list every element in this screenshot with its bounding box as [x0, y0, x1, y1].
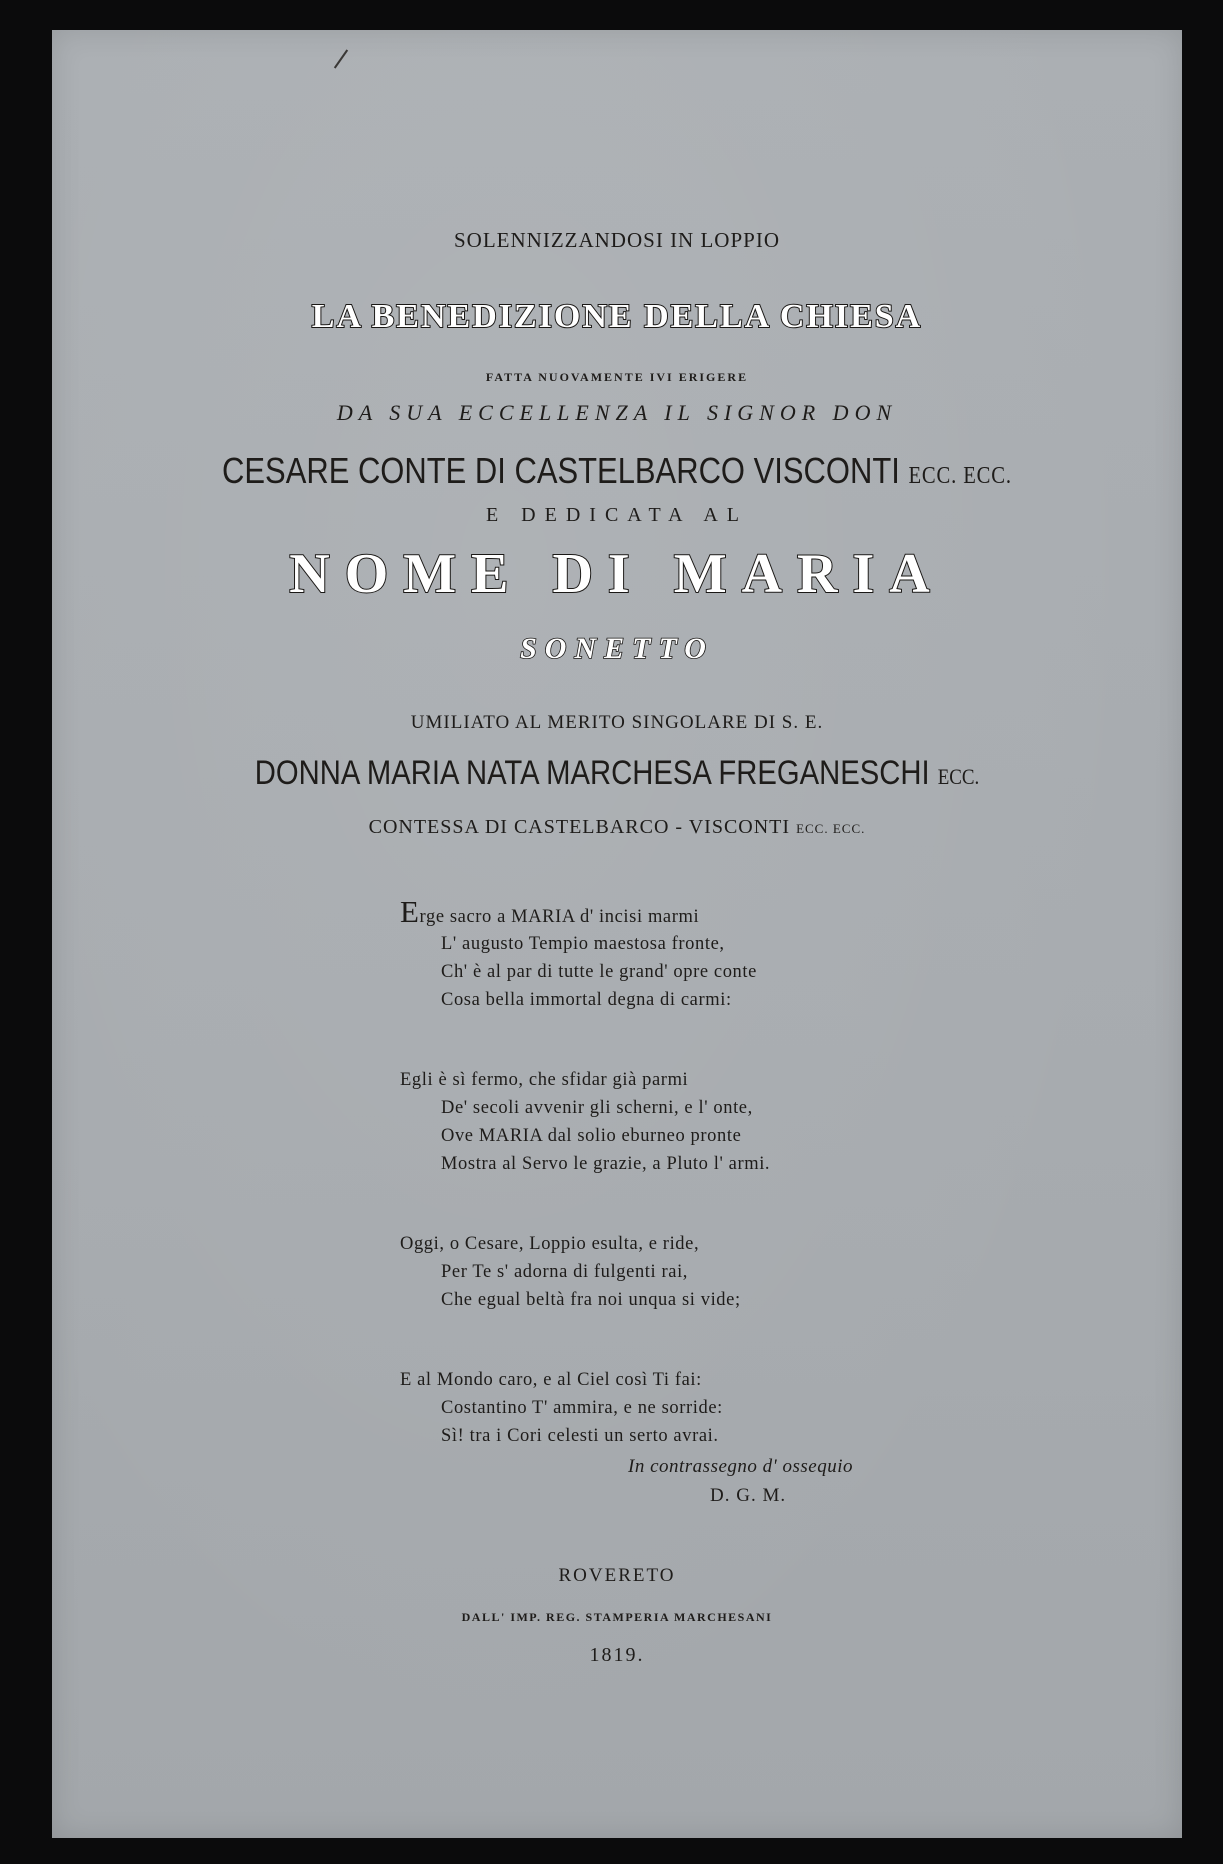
imprint-year: 1819.: [589, 1644, 645, 1666]
verse-line: [400, 894, 770, 930]
header-line-1: SOLENNIZZANDOSI IN LOPPIO: [454, 228, 780, 252]
honoree-title: [52, 816, 1182, 839]
imprint-city: ROVERETO: [558, 1565, 676, 1586]
verse-line: Egli è sì fermo, che sfidar già parmi: [400, 1070, 689, 1090]
honoree-name: [131, 754, 1103, 793]
verse-line: Oggi, o Cesare, Loppio esulta, e ride,: [400, 1234, 700, 1254]
verse-line: Per Te s' adorna di fulgenti rai,: [441, 1262, 689, 1282]
imprint-printer: DALL' IMP. REG. STAMPERIA MARCHESANI: [461, 1610, 773, 1624]
honoree-name-main: DONNA MARIA NATA MARCHESA FREGANESCHI: [254, 754, 930, 792]
header-line-9: UMILIATO AL MERITO SINGOLARE DI S. E.: [410, 712, 824, 733]
verse-line: Mostra al Servo le grazie, a Pluto l' armi.: [441, 1154, 771, 1174]
signature-initials: D. G. M.: [710, 1485, 787, 1506]
header-line-4: DA SUA ECCELLENZA IL SIGNOR DON: [336, 400, 898, 425]
header-title: LA BENEDIZIONE DELLA CHIESA: [311, 298, 923, 335]
verse-line: Cosa bella immortal degna di carmi:: [441, 990, 732, 1010]
stanza-1: [400, 894, 770, 1014]
verse-line: Ove MARIA dal solio eburneo pronte: [441, 1126, 742, 1146]
verse-line: Ch' è al par di tutte le grand' opre conte: [441, 962, 757, 982]
header-line-3: FATTA NUOVAMENTE IVI ERIGERE: [485, 370, 749, 384]
ink-mark: [334, 49, 348, 68]
printed-sheet: [52, 30, 1182, 1838]
header-nome-di-maria: NOME DI MARIA: [289, 543, 945, 605]
verse-line: Sì! tra i Cori celesti un serto avrai.: [441, 1426, 719, 1446]
honoree-suffix: ECC.: [937, 764, 980, 789]
verse-line: Costantino T' ammira, e ne sorride:: [441, 1398, 723, 1418]
stanza-2: [400, 1066, 770, 1178]
stanza-4: [400, 1366, 770, 1450]
verse-line: L' augusto Tempio maestosa fronte,: [441, 934, 725, 954]
verse-line: De' secoli avvenir gli scherni, e l' onte,: [441, 1098, 753, 1118]
sonnet: [400, 894, 771, 1502]
header-sonetto: SONETTO: [520, 632, 714, 665]
stanza-3: [400, 1230, 770, 1314]
header-line-6: E DEDICATA AL: [485, 504, 749, 526]
dedicatee-name: [131, 450, 1103, 492]
verse-text: rge sacro a MARIA d' incisi marmi: [419, 907, 700, 927]
signature-dedication: In contrassegno d' ossequio: [628, 1456, 853, 1477]
dedicatee-name-main: CESARE CONTE DI CASTELBARCO VISCONTI: [222, 450, 900, 491]
honoree-title-suffix: ECC. ECC.: [796, 821, 866, 836]
dedicatee-suffix: ECC. ECC.: [908, 463, 1012, 489]
dropcap: E: [400, 894, 420, 929]
verse-line: E al Mondo caro, e al Ciel così Ti fai:: [400, 1370, 702, 1390]
honoree-title-main: CONTESSA DI CASTELBARCO - VISCONTI: [368, 816, 791, 838]
verse-line: Che egual beltà fra noi unqua si vide;: [441, 1290, 741, 1310]
